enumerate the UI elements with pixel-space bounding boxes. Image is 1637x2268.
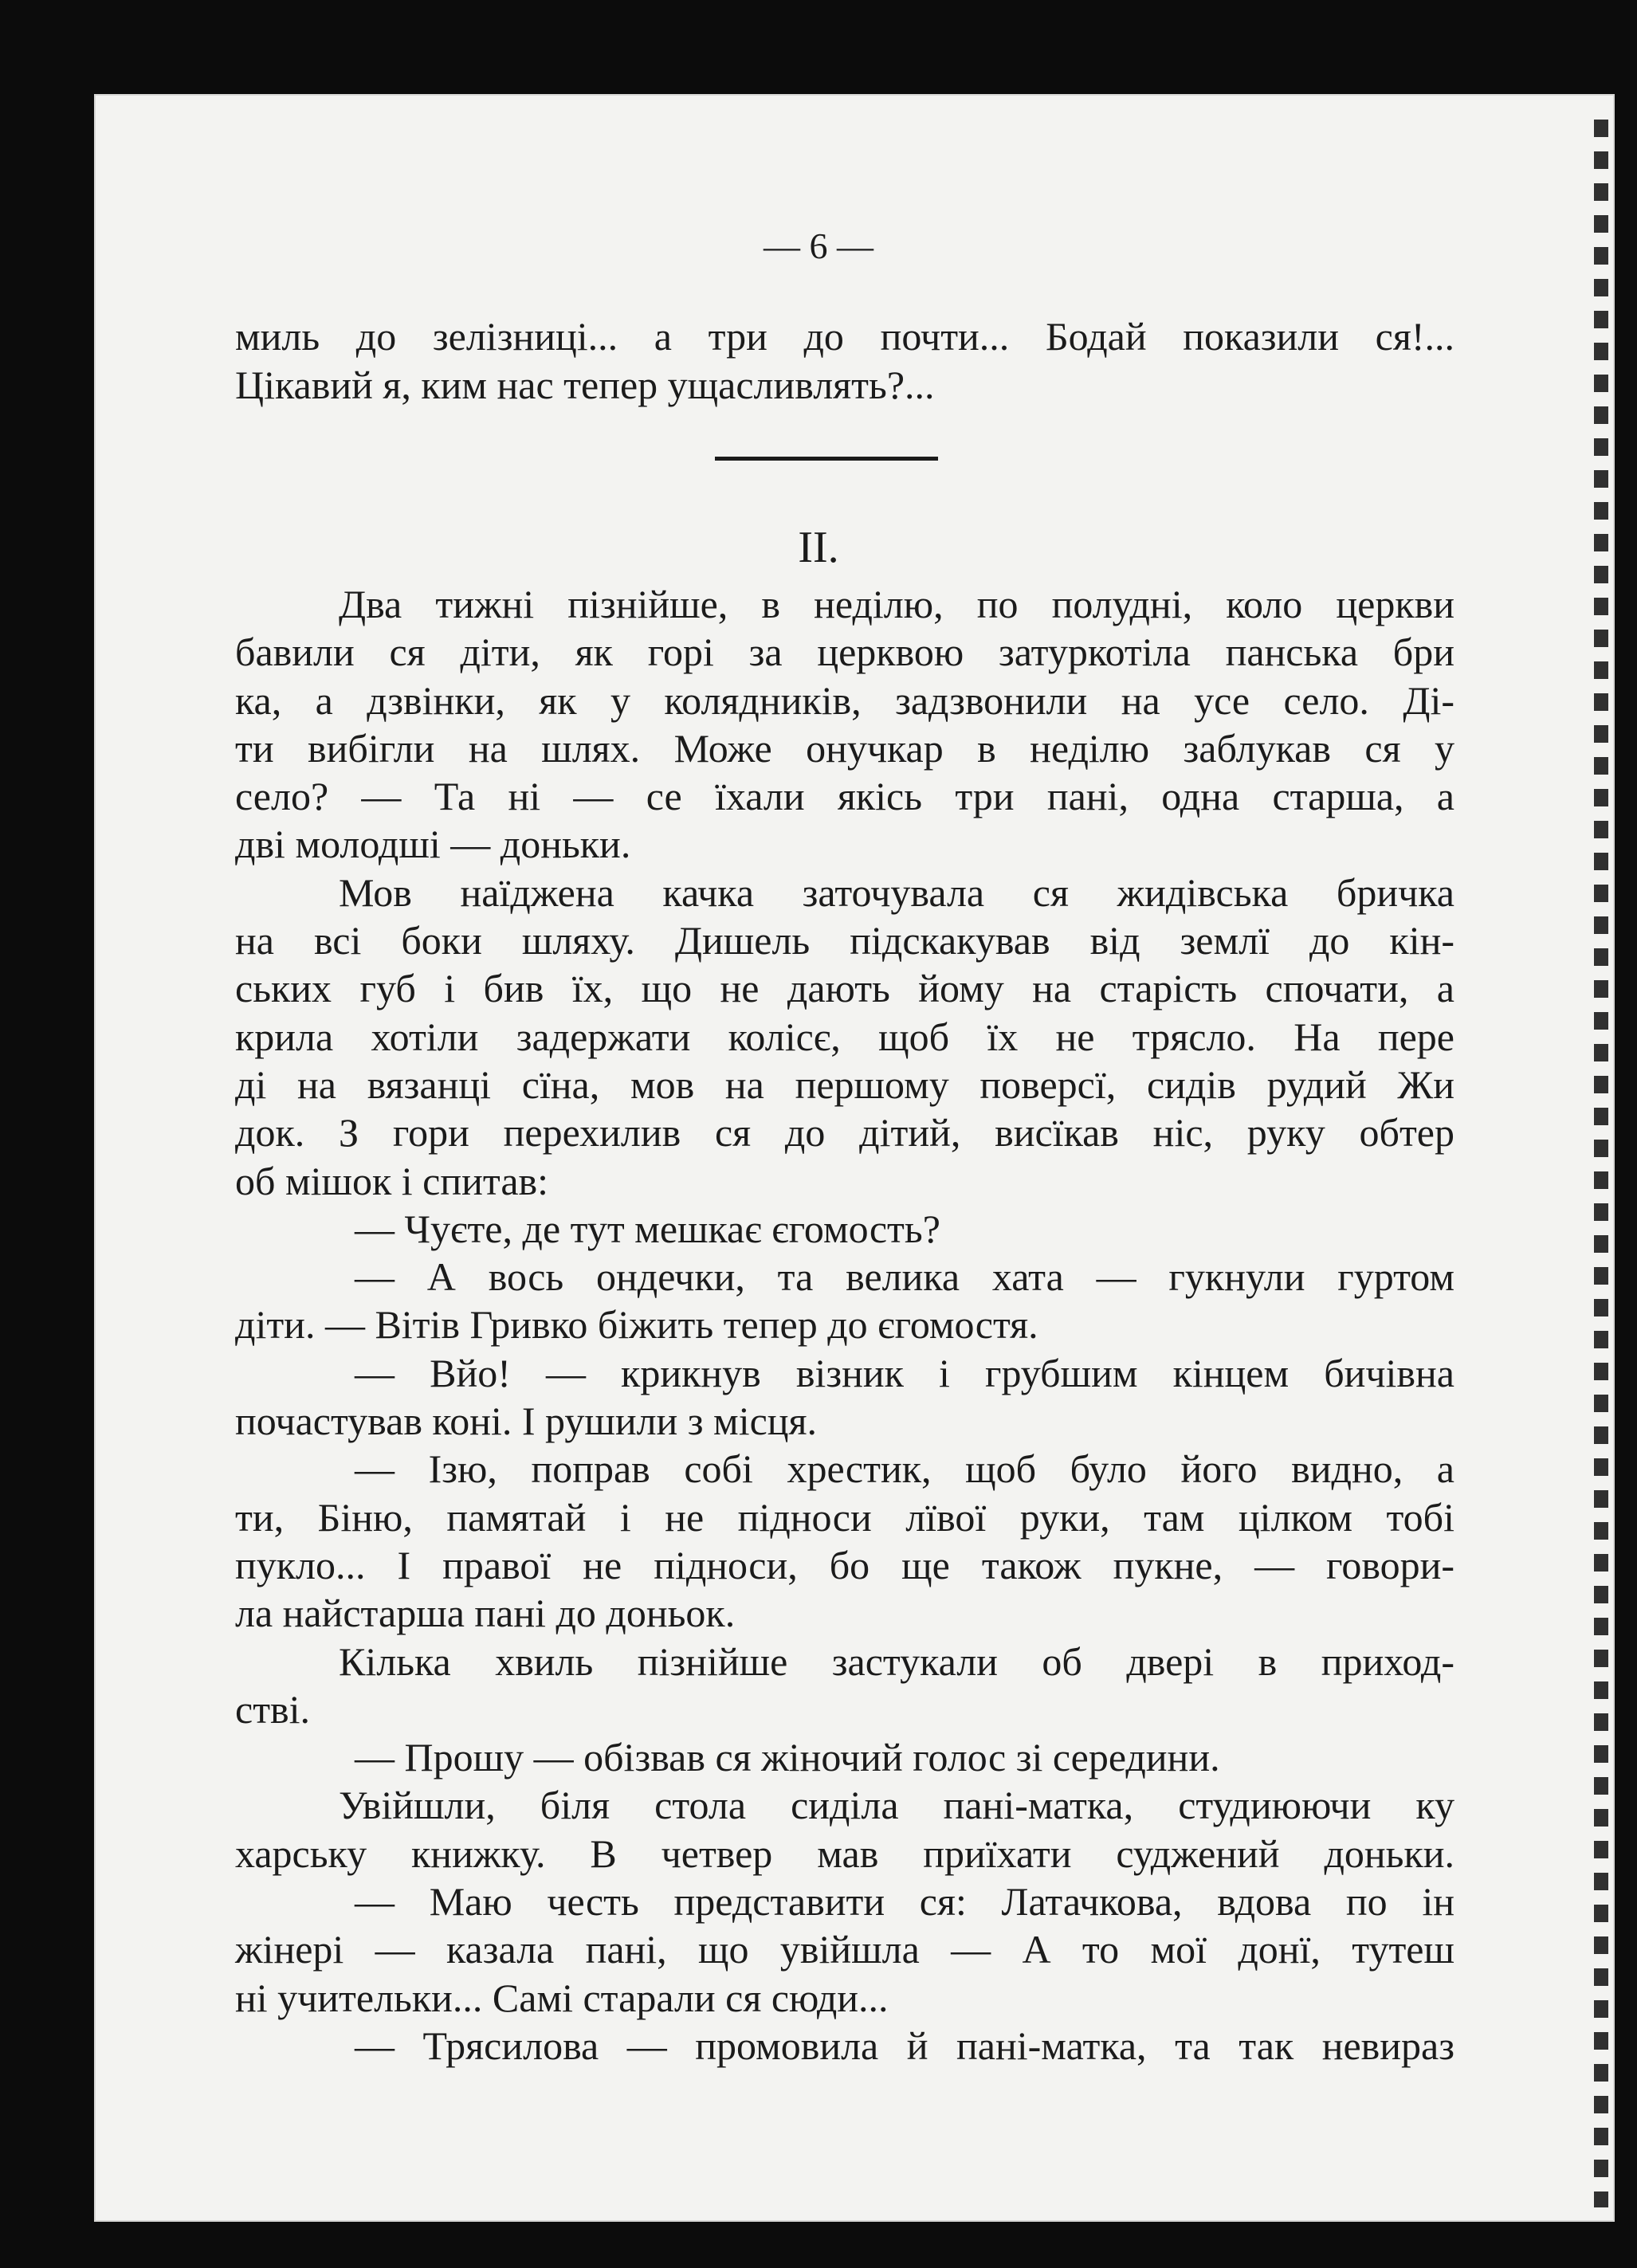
text-line: — Ізю, поправ собі хрестик, щоб було його видно, а [355,1446,1454,1492]
text-line: пукло... І правої не підноси, бо ще також пукне, — говори- [235,1542,1454,1587]
page-edge [1594,120,1608,2207]
text-line: ських губ і бив їх, що не дають йому на старість спочати, а [235,966,1454,1011]
top-paragraph [235,312,1454,410]
text-line: Мов наїджена качка заточувала ся жидівська бричка [339,869,1454,915]
text-line: Два тижні пізнійше, в неділю, по полудні, коло церкви [339,582,1454,626]
text-line: ка, а дзвінки, як у колядників, задзвонили на усе село. Ді- [235,677,1454,723]
text-line: крила хотіли задержати колісє, щоб їх не трясло. На пере [235,1014,1454,1059]
text-line: дві молодші — доньки. [235,822,631,867]
section-heading: II. [798,523,839,572]
text-line: харську книжку. В четвер мав приїхати суджений доньки. [235,1830,1454,1876]
text-line: село? — Та ні — се їхали якісь три пані, одна старша, а [235,774,1454,819]
text-line: Увійшли, біля стола сиділа пані-матка, студиюючи ку [339,1783,1454,1828]
text-line: — Чуєте, де тут мешкає єгомость? [355,1206,940,1251]
text-line: ла найстарша пані до доньок. [235,1591,736,1636]
text-line: ді на вязанці сїна, мов на першому поверсї, сидів рудий Жи [235,1061,1454,1107]
text-line: ти вибігли на шлях. Може онучкар в неділю заблукав ся у [235,725,1454,771]
text-line: — А вось ондечки, та велика хата — гукнули гуртом [355,1254,1454,1300]
text-line: — Маю честь представити ся: Латачкова, вдова по ін [355,1879,1454,1925]
text-line: — Прошу — обізвав ся жіночий голос зі середини. [355,1735,1220,1780]
text-line: — Вйо! — крикнув візник і грубшим кінцем бичівна [355,1350,1454,1395]
text-line: — Трясилова — промовила й пані-матка, та так невираз [355,2023,1454,2068]
main-text [235,580,1454,2070]
page-number: — 6 — [764,226,873,266]
text-line: об мішок і спитав: [235,1158,549,1203]
text-line: док. З гори перехилив ся до дітий, висїкав ніс, руку обтер [235,1110,1454,1156]
text-line: на всі боки шляху. Дишель підскакував від землї до кін- [235,918,1454,963]
text-line: діти. — Вітів Гривко біжить тепер до єгомостя. [235,1302,1038,1348]
text-line: ти, Біню, памятай і не підноси лївої руки, там цілком тобі [235,1494,1454,1540]
section-divider [715,457,938,461]
text-line: ні учительки... Самі старали ся сюди... [235,1975,889,2020]
text-line: Кілька хвиль пізнійше застукали об двері в приход- [339,1638,1454,1684]
text-line: миль до зелізниці... а три до почти... Бодай показили ся!... [235,314,1454,359]
text-line: Цікавий я, ким нас тепер ущасливлять?... [235,363,935,407]
text-line: стві. [235,1686,311,1732]
text-line: бавили ся діти, як горі за церквою затуркотіла панська бри [235,630,1454,675]
text-line: жінері — казала пані, що увійшла — А то мої донї, тутеш [235,1927,1454,1972]
text-line: почастував коні. І рушили з місця. [235,1399,818,1444]
